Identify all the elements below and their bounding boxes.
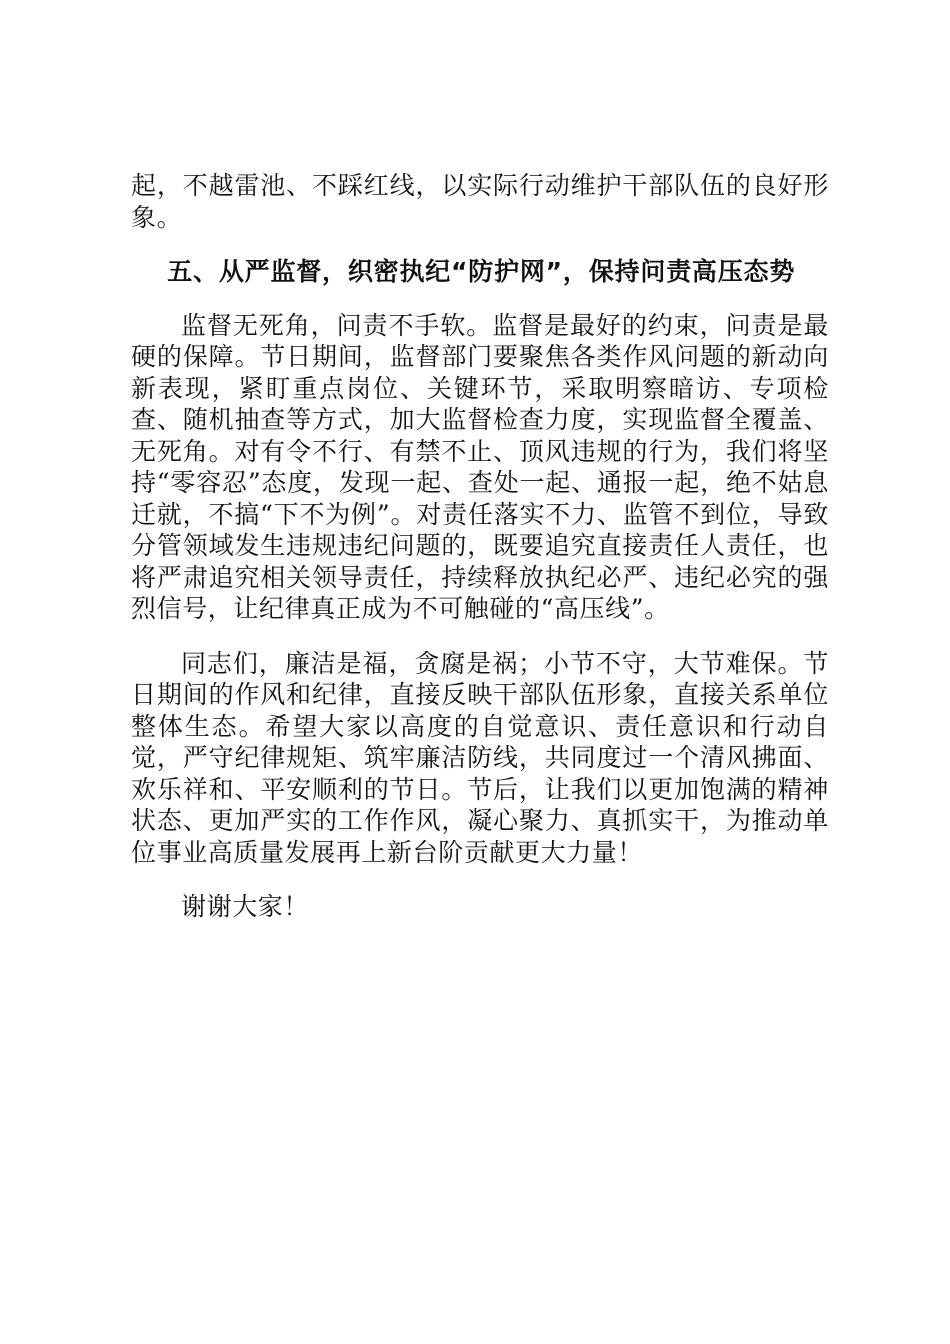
section-heading: 五、从严监督，织密执纪“防护网”，保持问责高压态势 — [167, 257, 796, 286]
document-body — [131, 170, 829, 946]
body-paragraph-conclusion: 同志们，廉洁是福，贪腐是祸；小节不守，大节难保。节日期间的作风和纪律，直接反映干部队伍形象，直接关系单位整体生态。希望大家以高度的自觉意识、责任意识和行动自觉，严守纪律规矩、筑牢廉洁防线，共同度过一个清风拂面、欢乐祥和、平安顺利的节日。节后，让我们以更加饱满的精神状态、更加严实的工作作风，凝心聚力、真抓实干，为推动单位事业高质量发展再上新台阶贡献更大力量！ — [131, 648, 829, 867]
body-paragraph-supervision: 监督无死角，问责不手软。监督是最好的约束，问责是最硬的保障。节日期间，监督部门要聚焦各类作风问题的新动向新表现，紧盯重点岗位、关键环节，采取明察暗访、专项检查、随机抽查等方式，加大监督检查力度，实现监督全覆盖、无死角。对有令不行、有禁不止、顶风违规的行为，我们将坚持“零容忍”态度，发现一起、查处一起、通报一起，绝不姑息迁就，不搞“下不为例”。对责任落实不力、监管不到位，导致分管领域发生违规违纪问题的，既要追究直接责任人责任，也将严肃追究相关领导责任，持续释放执纪必严、违纪必究的强烈信号，让纪律真正成为不可触碰的“高压线”。 — [131, 310, 829, 623]
continuation-paragraph: 起，不越雷池、不踩红线，以实际行动维护干部队伍的良好形象。 — [131, 171, 829, 232]
closing-remark: 谢谢大家！ — [181, 892, 310, 921]
